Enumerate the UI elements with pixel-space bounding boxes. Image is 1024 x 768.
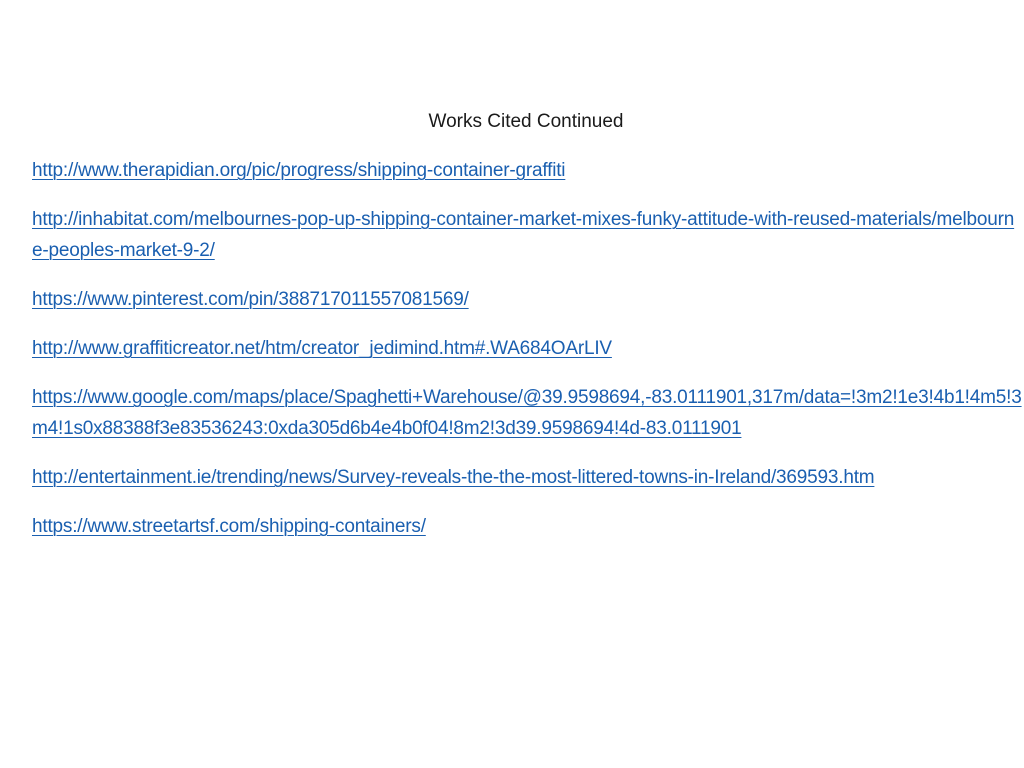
citation-link-therapidian[interactable]: http://www.therapidian.org/pic/progress/shipping-container-graffiti — [32, 160, 566, 181]
citation-link-inhabitat[interactable]: http://inhabitat.com/melbournes-pop-up-shipping-container-market-mixes-funky-attitude-with-reused-materials/melbourne-peoples-market-9-2/ — [32, 209, 1015, 261]
citation-item — [32, 334, 1022, 365]
works-cited-list — [32, 156, 1022, 561]
citation-item — [32, 156, 1022, 187]
citation-link-google-maps[interactable]: https://www.google.com/maps/place/Spaghetti+Warehouse/@39.9598694,-83.0111901,317m/data=!3m2!1e3!4b1!4m5!3m4!1s0x88388f3e83536243:0xda305d6b4e4b0f04!8m2!3d39.9598694!4d-83.0111901 — [32, 387, 1022, 439]
citation-item — [32, 383, 1022, 445]
citation-item — [32, 205, 1022, 267]
citation-link-entertainment[interactable]: http://entertainment.ie/trending/news/Survey-reveals-the-the-most-littered-towns-in-Ireland/369593.htm — [32, 467, 875, 488]
citation-item — [32, 463, 1022, 494]
citation-link-streetartsf[interactable]: https://www.streetartsf.com/shipping-containers/ — [32, 516, 426, 537]
page-title: Works Cited Continued — [428, 111, 624, 132]
citation-link-graffiticreator[interactable]: http://www.graffiticreator.net/htm/creator_jedimind.htm#.WA684OArLIV — [32, 338, 612, 359]
citation-item — [32, 285, 1022, 316]
citation-link-pinterest[interactable]: https://www.pinterest.com/pin/388717011557081569/ — [32, 289, 469, 310]
citation-item — [32, 512, 1022, 543]
